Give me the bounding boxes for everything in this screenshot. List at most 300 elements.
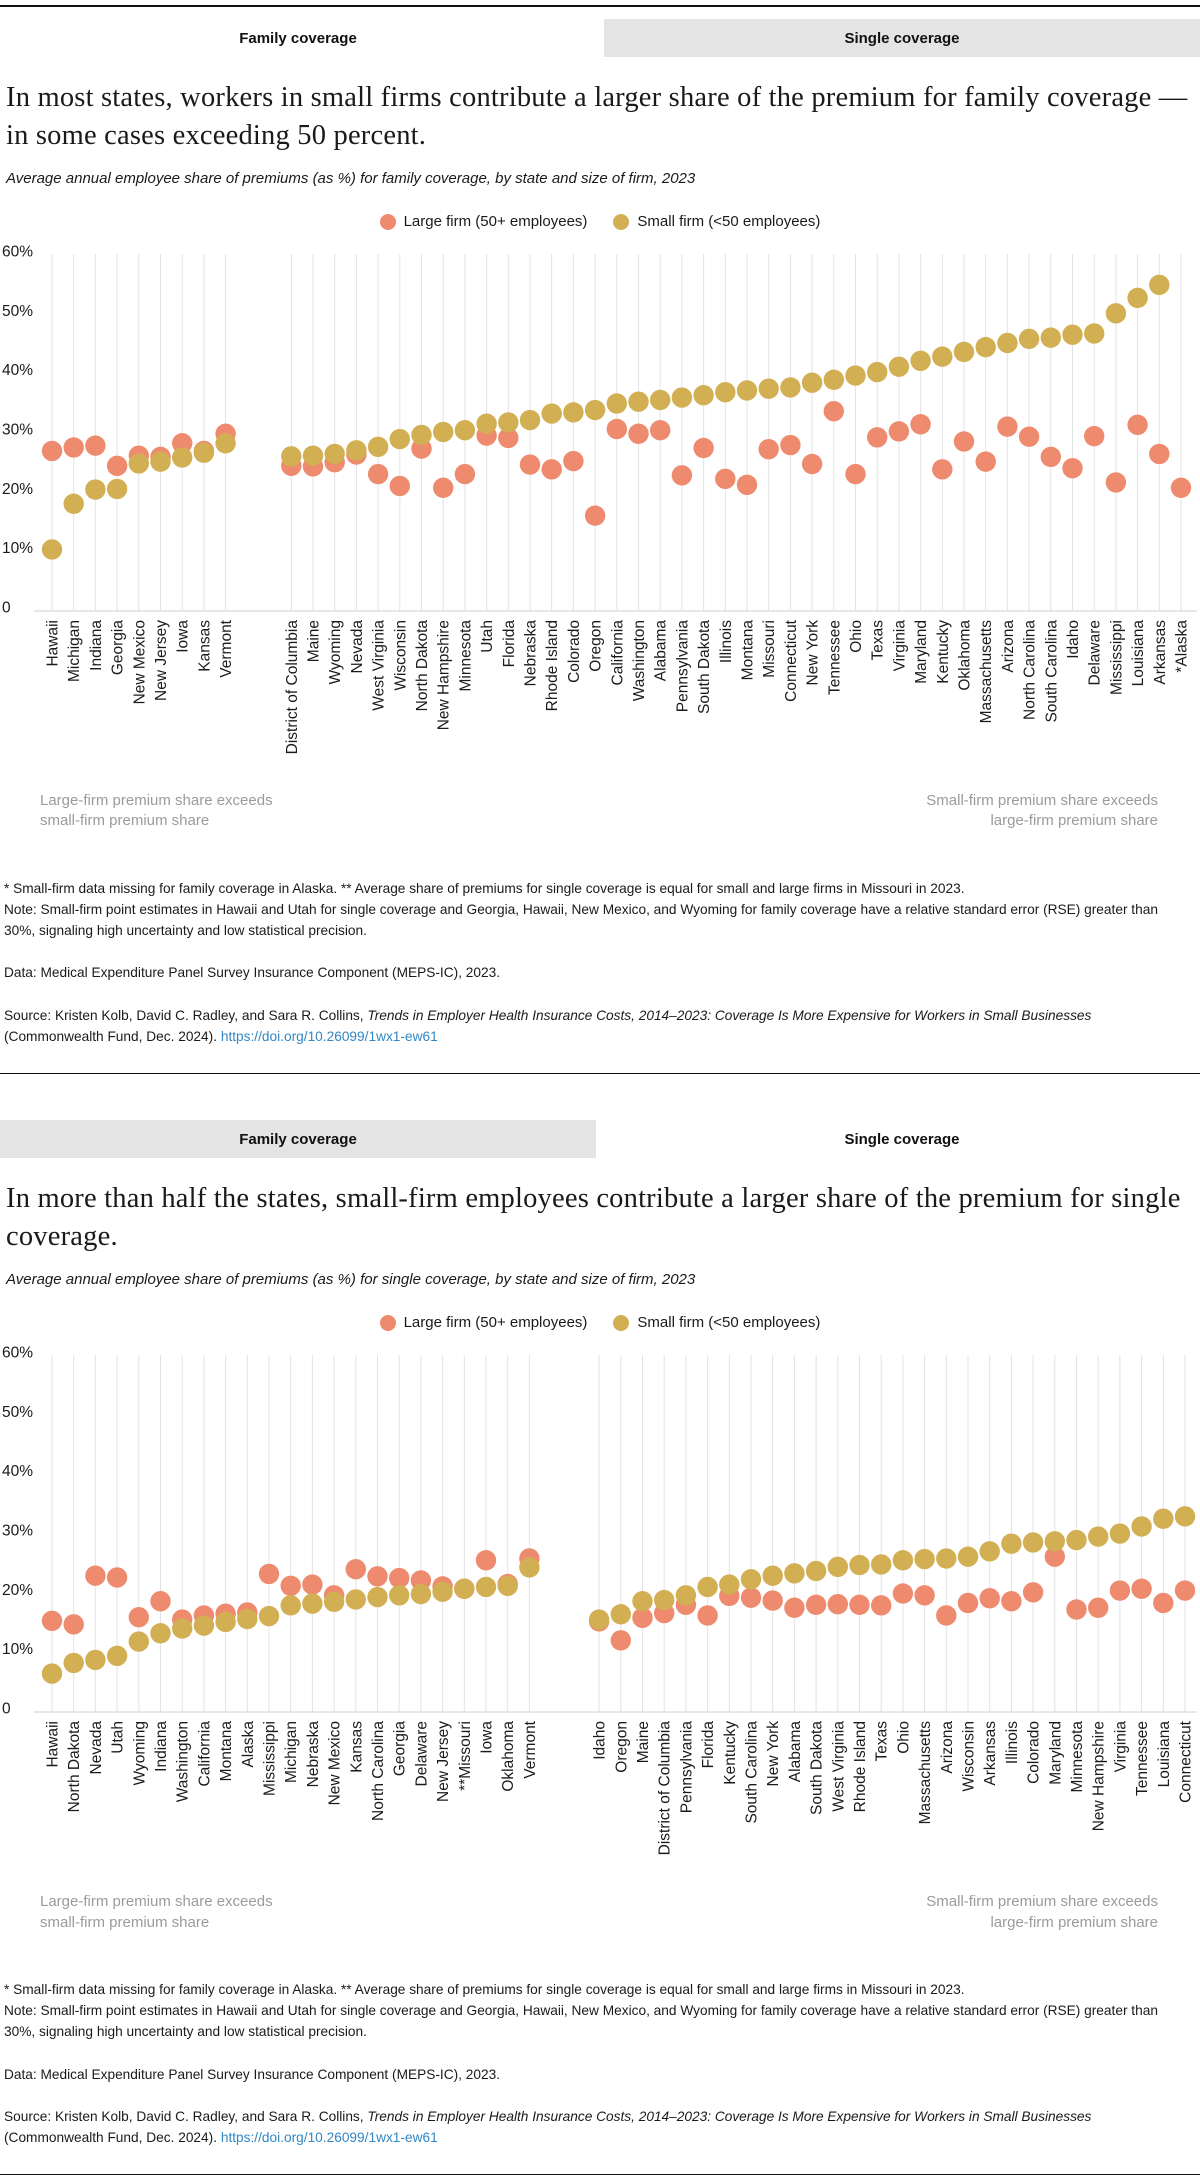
x-axis-state-label: Illinois	[1003, 1721, 1021, 1765]
x-axis-state-label: Montana	[739, 620, 757, 681]
data-point-large-firm	[585, 506, 605, 526]
x-axis-state-label: Delaware	[413, 1721, 431, 1787]
data-point-large-firm	[1175, 1581, 1195, 1601]
data-point-large-firm	[85, 1566, 105, 1586]
x-axis-state-label: South Dakota	[808, 1721, 826, 1816]
data-point-small-firm	[1175, 1506, 1195, 1526]
x-axis-state-label: North Carolina	[1021, 620, 1039, 721]
x-axis-state-label: Nevada	[348, 620, 366, 674]
x-axis-state-label: Rhode Island	[852, 1721, 869, 1813]
x-axis-state-label: Massachusetts	[917, 1721, 935, 1825]
note-footnote: Note: Small-firm point estimates in Hawaii and Utah for single coverage and Georgia, Hawaii, New Mexico, and Wyoming for family coverage have a relative standard error (RSE) greater than 30%, signaling high uncertainty and low statistical precision.	[4, 2003, 1158, 2040]
data-point-large-firm	[390, 476, 410, 496]
data-point-small-firm	[498, 1576, 518, 1596]
data-point-small-firm	[867, 362, 887, 382]
data-point-large-firm	[715, 469, 735, 489]
data-point-small-firm	[719, 1575, 739, 1595]
data-point-small-firm	[433, 422, 453, 442]
x-axis-state-label: Florida	[500, 620, 518, 668]
chart-title: In most states, workers in small firms contribute a larger share of the premium for family coverage — in some cases exceeding 50 percent.	[6, 82, 1188, 151]
x-axis-state-label: New Jersey	[153, 620, 170, 702]
y-axis-tick-label: 0	[2, 1700, 11, 1718]
x-axis-state-label: California	[196, 1721, 214, 1787]
data-point-small-firm	[936, 1549, 956, 1569]
data-point-small-firm	[498, 412, 518, 432]
x-axis-state-label: Oregon	[587, 620, 605, 672]
coverage-tabbar	[0, 1120, 1200, 1158]
data-point-large-firm	[1149, 444, 1169, 464]
x-axis-state-label: Washington	[174, 1721, 192, 1803]
x-axis-state-label: New York	[765, 1721, 783, 1787]
data-point-large-firm	[672, 465, 692, 485]
tab-single-coverage[interactable]: Single coverage	[604, 19, 1200, 57]
data-point-large-firm	[759, 439, 779, 459]
data-point-small-firm	[215, 1612, 235, 1632]
x-axis-state-label: Alaska	[239, 1721, 257, 1768]
chart-legend	[0, 213, 1200, 230]
x-axis-state-label: District of Columbia	[283, 620, 301, 755]
data-point-small-firm	[806, 1561, 826, 1581]
data-point-small-firm	[194, 443, 214, 463]
asterisk-footnote: * Small-firm data missing for family coverage in Alaska. ** Average share of premiums for single coverage is equal for small and large firms in Missouri in 2023.	[4, 1981, 965, 1997]
x-axis-state-label: Louisiana	[1155, 1721, 1173, 1788]
x-axis-state-label: Florida	[700, 1721, 718, 1769]
data-point-small-firm	[676, 1585, 696, 1605]
data-point-small-firm	[1153, 1509, 1173, 1529]
data-point-large-firm	[697, 1606, 717, 1626]
data-point-large-firm	[1084, 426, 1104, 446]
y-axis-tick-label: 0	[2, 599, 11, 617]
x-axis-state-label: Texas	[869, 620, 887, 661]
data-point-small-firm	[150, 452, 170, 472]
x-axis-state-label: Virginia	[1112, 1721, 1130, 1773]
data-point-small-firm	[1019, 329, 1039, 349]
x-axis-state-label: Minnesota	[457, 620, 475, 692]
data-point-large-firm	[693, 438, 713, 458]
small-firm-dot-icon	[613, 1315, 629, 1331]
data-point-small-firm	[368, 437, 388, 457]
x-axis-state-label: Missouri	[761, 620, 779, 678]
x-axis-state-label: Connecticut	[782, 620, 800, 703]
data-point-small-firm	[520, 410, 540, 430]
family-coverage-scatter-chart	[0, 234, 1200, 789]
data-point-small-firm	[1131, 1517, 1151, 1537]
legend-label-large-firm: Large firm (50+ employees)	[403, 213, 588, 231]
data-point-large-firm	[1062, 458, 1082, 478]
data-point-small-firm	[759, 379, 779, 399]
x-axis-state-label: Mississippi	[1108, 620, 1126, 696]
x-axis-state-label: Wyoming	[131, 1721, 149, 1786]
x-axis-state-label: Kansas	[196, 620, 214, 672]
left-annotation: Large-firm premium share exceeds small-firm premium share	[40, 1893, 273, 1931]
x-axis-state-label: Utah	[479, 620, 497, 653]
data-point-large-firm	[763, 1591, 783, 1611]
data-point-small-firm	[893, 1550, 913, 1570]
data-point-large-firm	[849, 1595, 869, 1615]
y-axis-tick-label: 30%	[2, 1522, 34, 1540]
data-point-large-firm	[1106, 472, 1126, 492]
source-credit: Source: Kristen Kolb, David C. Radley, and Sara R. Collins, Trends in Employer Health Insurance Costs, 2014–2023: Coverage Is More Expensive for Workers in Small Businesses (Commonwealth Fund, Dec. 2024). https://doi.org/10.26099/1wx1-ew61	[4, 2108, 1092, 2146]
data-point-large-firm	[129, 1607, 149, 1627]
data-point-large-firm	[784, 1598, 804, 1618]
data-point-small-firm	[107, 479, 127, 499]
data-point-large-firm	[150, 1591, 170, 1611]
x-axis-state-label: Massachusetts	[978, 620, 996, 724]
data-point-small-firm	[150, 1623, 170, 1643]
x-axis-state-label: Oregon	[613, 1721, 631, 1774]
data-point-large-firm	[476, 1550, 496, 1570]
x-axis-state-label: *Alaska	[1173, 620, 1191, 673]
footnotes-block	[0, 1979, 1200, 2148]
chart-title: In more than half the states, small-firm employees contribute a larger share of the premium for single coverage.	[6, 1183, 1181, 1252]
x-axis-state-label: New Hampshire	[435, 620, 453, 731]
x-axis-state-label: New Mexico	[131, 620, 149, 705]
scatter-plot-svg	[0, 234, 1200, 784]
x-axis-state-label: Georgia	[109, 620, 127, 676]
data-point-small-firm	[325, 444, 345, 464]
family-coverage-card	[0, 5, 1200, 1074]
legend-item-small-firm	[613, 213, 820, 230]
data-point-small-firm	[542, 404, 562, 424]
data-point-small-firm	[980, 1542, 1000, 1562]
data-point-small-firm	[1045, 1531, 1065, 1551]
data-point-small-firm	[672, 388, 692, 408]
data-point-small-firm	[1066, 1530, 1086, 1550]
large-firm-dot-icon	[380, 1315, 396, 1331]
x-axis-state-label: Maryland	[913, 620, 931, 684]
data-point-large-firm	[63, 437, 83, 457]
data-point-small-firm	[889, 357, 909, 377]
data-point-small-firm	[346, 1590, 366, 1610]
x-axis-state-label: Indiana	[153, 1721, 170, 1773]
legend-label-small-firm: Small firm (<50 employees)	[637, 213, 821, 231]
data-point-large-firm	[542, 459, 562, 479]
y-axis-tick-label: 50%	[2, 1404, 34, 1422]
data-point-large-firm	[63, 1614, 83, 1634]
x-axis-state-label: Arizona	[938, 1721, 956, 1774]
x-axis-state-label: Kentucky	[934, 620, 952, 684]
data-point-small-firm	[42, 539, 62, 559]
y-axis-tick-label: 10%	[2, 1641, 34, 1659]
data-point-large-firm	[42, 441, 62, 461]
x-axis-state-label: District of Columbia	[656, 1721, 674, 1856]
data-point-small-firm	[650, 390, 670, 410]
x-axis-state-label: Maine	[635, 1721, 652, 1764]
x-axis-state-label: Kansas	[348, 1721, 366, 1774]
data-point-small-firm	[259, 1606, 279, 1626]
data-point-small-firm	[432, 1582, 452, 1602]
doi-link[interactable]: https://doi.org/10.26099/1wx1-ew61	[220, 2130, 438, 2146]
coverage-tabbar	[0, 19, 1200, 57]
y-axis-tick-label: 50%	[2, 303, 34, 321]
x-axis-state-label: New Hampshire	[1090, 1721, 1108, 1832]
data-point-small-firm	[172, 1619, 192, 1639]
data-point-large-firm	[1088, 1598, 1108, 1618]
large-firm-dot-icon	[380, 214, 396, 230]
data-point-large-firm	[107, 1568, 127, 1588]
data-point-small-firm	[737, 380, 757, 400]
y-axis-tick-label: 10%	[2, 540, 34, 558]
data-point-large-firm	[650, 420, 670, 440]
data-point-large-firm	[433, 478, 453, 498]
data-point-large-firm	[107, 456, 127, 476]
x-axis-state-label: Montana	[218, 1721, 236, 1782]
scatter-plot-svg	[0, 1335, 1200, 1885]
data-point-large-firm	[910, 414, 930, 434]
tab-family-coverage[interactable]: Family coverage	[0, 1120, 596, 1158]
data-point-small-firm	[519, 1558, 539, 1578]
data-point-small-firm	[611, 1604, 631, 1624]
data-point-large-firm	[802, 454, 822, 474]
x-axis-state-label: Oklahoma	[500, 1721, 518, 1792]
x-axis-state-label: Iowa	[174, 620, 192, 653]
data-point-small-firm	[715, 382, 735, 402]
quadrant-annotations	[0, 791, 1200, 832]
data-point-small-firm	[63, 1653, 83, 1673]
x-axis-state-label: Texas	[873, 1721, 891, 1762]
data-point-small-firm	[281, 1595, 301, 1615]
data-point-small-firm	[107, 1646, 127, 1666]
tab-family-coverage[interactable]: Family coverage	[0, 19, 596, 57]
data-point-small-firm	[958, 1547, 978, 1567]
data-point-large-firm	[367, 1566, 387, 1586]
data-point-small-firm	[476, 1577, 496, 1597]
data-point-large-firm	[1127, 415, 1147, 435]
data-point-small-firm	[628, 392, 648, 412]
data-point-large-firm	[893, 1584, 913, 1604]
data-point-small-firm	[85, 1650, 105, 1670]
data-point-small-firm	[63, 494, 83, 514]
x-axis-state-label: Louisiana	[1130, 620, 1148, 687]
data-point-small-firm	[1088, 1527, 1108, 1547]
x-axis-state-label: Wisconsin	[392, 620, 410, 691]
data-credit: Data: Medical Expenditure Panel Survey Insurance Component (MEPS-IC), 2023.	[4, 965, 501, 981]
data-point-large-firm	[563, 451, 583, 471]
data-point-large-firm	[824, 401, 844, 421]
data-point-large-firm	[607, 419, 627, 439]
data-point-large-firm	[1001, 1591, 1021, 1611]
data-point-large-firm	[806, 1595, 826, 1615]
quadrant-annotations	[0, 1892, 1200, 1933]
x-axis-state-label: Virginia	[891, 620, 909, 672]
data-point-small-firm	[411, 1584, 431, 1604]
data-point-small-firm	[411, 425, 431, 445]
data-point-large-firm	[1153, 1593, 1173, 1613]
data-point-large-firm	[980, 1588, 1000, 1608]
data-point-small-firm	[455, 420, 475, 440]
data-point-large-firm	[346, 1559, 366, 1579]
data-point-large-firm	[1131, 1579, 1151, 1599]
data-point-large-firm	[368, 464, 388, 484]
x-axis-state-label: Idaho	[1065, 620, 1082, 660]
small-firm-dot-icon	[613, 214, 629, 230]
x-axis-state-label: Wyoming	[327, 620, 345, 685]
data-point-small-firm	[346, 440, 366, 460]
x-axis-state-label: Minnesota	[1069, 1721, 1086, 1793]
x-axis-state-label: Illinois	[717, 620, 735, 664]
right-annotation: Small-firm premium share exceeds large-firm premium share	[926, 792, 1158, 830]
x-axis-state-label: Maine	[305, 620, 323, 663]
x-axis-state-label: Alabama	[652, 620, 670, 682]
data-point-small-firm	[454, 1579, 474, 1599]
data-point-small-firm	[654, 1590, 674, 1610]
data-point-large-firm	[281, 1576, 301, 1596]
data-point-large-firm	[1171, 478, 1191, 498]
data-point-small-firm	[607, 394, 627, 414]
legend-item-large-firm	[380, 1314, 588, 1331]
data-point-large-firm	[42, 1611, 62, 1631]
data-point-small-firm	[42, 1664, 62, 1684]
x-axis-state-label: California	[609, 620, 627, 686]
data-point-small-firm	[324, 1592, 344, 1612]
x-axis-state-label: New York	[804, 620, 822, 686]
x-axis-state-label: Pennsylvania	[678, 1721, 696, 1814]
data-point-small-firm	[697, 1577, 717, 1597]
data-point-large-firm	[302, 1575, 322, 1595]
chart-legend	[0, 1314, 1200, 1331]
data-point-small-firm	[763, 1566, 783, 1586]
data-point-small-firm	[1062, 325, 1082, 345]
data-point-large-firm	[737, 475, 757, 495]
x-axis-state-label: South Carolina	[1043, 620, 1061, 723]
data-point-small-firm	[910, 351, 930, 371]
data-point-small-firm	[976, 337, 996, 357]
data-point-small-firm	[632, 1591, 652, 1611]
data-point-large-firm	[780, 435, 800, 455]
data-point-large-firm	[611, 1631, 631, 1651]
data-point-large-firm	[954, 431, 974, 451]
data-point-large-firm	[520, 455, 540, 475]
data-point-small-firm	[1041, 328, 1061, 348]
single-coverage-card	[0, 1120, 1200, 2175]
x-axis-state-label: North Dakota	[414, 620, 431, 712]
data-point-small-firm	[802, 373, 822, 393]
data-point-large-firm	[628, 424, 648, 444]
chart-subtitle: Average annual employee share of premiums (as %) for family coverage, by state and size of firm, 2023	[6, 170, 696, 188]
data-point-small-firm	[237, 1609, 257, 1629]
x-axis-state-label: Hawaii	[44, 1721, 62, 1768]
y-axis-tick-label: 60%	[2, 243, 34, 261]
data-point-large-firm	[1041, 447, 1061, 467]
data-point-small-firm	[129, 1632, 149, 1652]
source-credit: Source: Kristen Kolb, David C. Radley, and Sara R. Collins, Trends in Employer Health Insurance Costs, 2014–2023: Coverage Is More Expensive for Workers in Small Businesses (Commonwealth Fund, Dec. 2024). https://doi.org/10.26099/1wx1-ew61	[4, 1007, 1092, 1044]
single-coverage-scatter-chart	[0, 1335, 1200, 1890]
x-axis-state-label: Utah	[109, 1721, 127, 1755]
data-point-large-firm	[889, 421, 909, 441]
x-axis-state-label: Nebraska	[522, 620, 540, 687]
data-point-small-firm	[215, 433, 235, 453]
data-point-large-firm	[1066, 1600, 1086, 1620]
x-axis-state-label: Nebraska	[304, 1721, 322, 1788]
data-point-large-firm	[976, 452, 996, 472]
x-axis-state-label: Ohio	[895, 1721, 913, 1755]
x-axis-state-label: **Missouri	[456, 1721, 474, 1792]
x-axis-state-label: Arkansas	[1151, 620, 1169, 685]
y-axis-tick-label: 30%	[2, 421, 34, 439]
x-axis-state-label: West Virginia	[370, 620, 388, 711]
data-point-large-firm	[932, 459, 952, 479]
data-point-small-firm	[914, 1549, 934, 1569]
data-point-small-firm	[780, 377, 800, 397]
legend-label-large-firm: Large firm (50+ employees)	[403, 1314, 588, 1332]
x-axis-state-label: Tennessee	[826, 620, 844, 696]
note-footnote: Note: Small-firm point estimates in Hawaii and Utah for single coverage and Georgia, Hawaii, New Mexico, and Wyoming for family coverage have a relative standard error (RSE) greater than 30%, signaling high uncertainty and low statistical precision.	[4, 901, 1158, 939]
y-axis-tick-label: 40%	[2, 1463, 34, 1481]
legend-item-small-firm	[613, 1314, 820, 1331]
x-axis-state-label: Georgia	[391, 1721, 409, 1777]
x-axis-state-label: Oklahoma	[956, 620, 974, 691]
data-point-small-firm	[585, 400, 605, 420]
x-axis-state-label: North Carolina	[370, 1721, 387, 1822]
data-point-large-firm	[741, 1588, 761, 1608]
data-point-small-firm	[932, 347, 952, 367]
tab-single-coverage[interactable]: Single coverage	[604, 1120, 1200, 1158]
data-point-large-firm	[914, 1585, 934, 1605]
x-axis-state-label: Delaware	[1086, 620, 1104, 686]
data-point-small-firm	[476, 414, 496, 434]
x-axis-state-label: New Jersey	[435, 1721, 453, 1803]
y-axis-tick-label: 40%	[2, 362, 34, 380]
data-point-small-firm	[85, 480, 105, 500]
x-axis-state-label: West Virginia	[830, 1721, 848, 1813]
x-axis-state-label: Mississippi	[261, 1721, 279, 1797]
x-axis-state-label: Iowa	[478, 1721, 496, 1755]
x-axis-state-label: Maryland	[1047, 1721, 1065, 1786]
x-axis-state-label: Tennessee	[1134, 1721, 1152, 1797]
data-point-small-firm	[1149, 275, 1169, 295]
x-axis-state-label: Arkansas	[982, 1721, 1000, 1786]
data-point-large-firm	[936, 1606, 956, 1626]
x-axis-state-label: Kentucky	[721, 1721, 739, 1786]
x-axis-state-label: Connecticut	[1177, 1721, 1195, 1804]
x-axis-state-label: Colorado	[1025, 1721, 1043, 1785]
data-point-small-firm	[367, 1587, 387, 1607]
x-axis-state-label: Michigan	[283, 1721, 301, 1784]
data-point-small-firm	[1110, 1524, 1130, 1544]
chart-subtitle: Average annual employee share of premiums (as %) for single coverage, by state and size of firm, 2023	[6, 1271, 696, 1289]
data-point-large-firm	[1019, 427, 1039, 447]
x-axis-state-label: Ohio	[848, 620, 865, 653]
data-point-small-firm	[1084, 323, 1104, 343]
left-annotation: Large-firm premium share exceeds small-firm premium share	[40, 792, 273, 830]
legend-label-small-firm: Small firm (<50 employees)	[637, 1314, 821, 1332]
x-axis-state-label: Nevada	[87, 1721, 105, 1775]
data-point-large-firm	[958, 1593, 978, 1613]
x-axis-state-label: Vermont	[218, 620, 236, 678]
data-point-small-firm	[129, 453, 149, 473]
data-point-small-firm	[828, 1557, 848, 1577]
data-point-large-firm	[867, 427, 887, 447]
footnotes-block	[0, 878, 1200, 1047]
data-point-large-firm	[259, 1564, 279, 1584]
y-axis-tick-label: 60%	[2, 1344, 34, 1362]
right-annotation: Small-firm premium share exceeds large-firm premium share	[926, 1893, 1158, 1931]
data-point-large-firm	[1023, 1582, 1043, 1602]
doi-link[interactable]: https://doi.org/10.26099/1wx1-ew61	[220, 1028, 438, 1044]
x-axis-state-label: Wisconsin	[960, 1721, 978, 1792]
data-point-large-firm	[828, 1594, 848, 1614]
x-axis-state-label: South Dakota	[696, 620, 714, 715]
x-axis-state-label: South Carolina	[743, 1721, 761, 1824]
data-point-large-firm	[85, 436, 105, 456]
data-point-small-firm	[563, 402, 583, 422]
data-point-small-firm	[589, 1610, 609, 1630]
x-axis-state-label: North Dakota	[66, 1721, 84, 1813]
x-axis-state-label: Pennsylvania	[674, 620, 692, 713]
x-axis-state-label: Vermont	[521, 1721, 539, 1780]
data-point-small-firm	[954, 342, 974, 362]
x-axis-state-label: Indiana	[87, 620, 105, 672]
